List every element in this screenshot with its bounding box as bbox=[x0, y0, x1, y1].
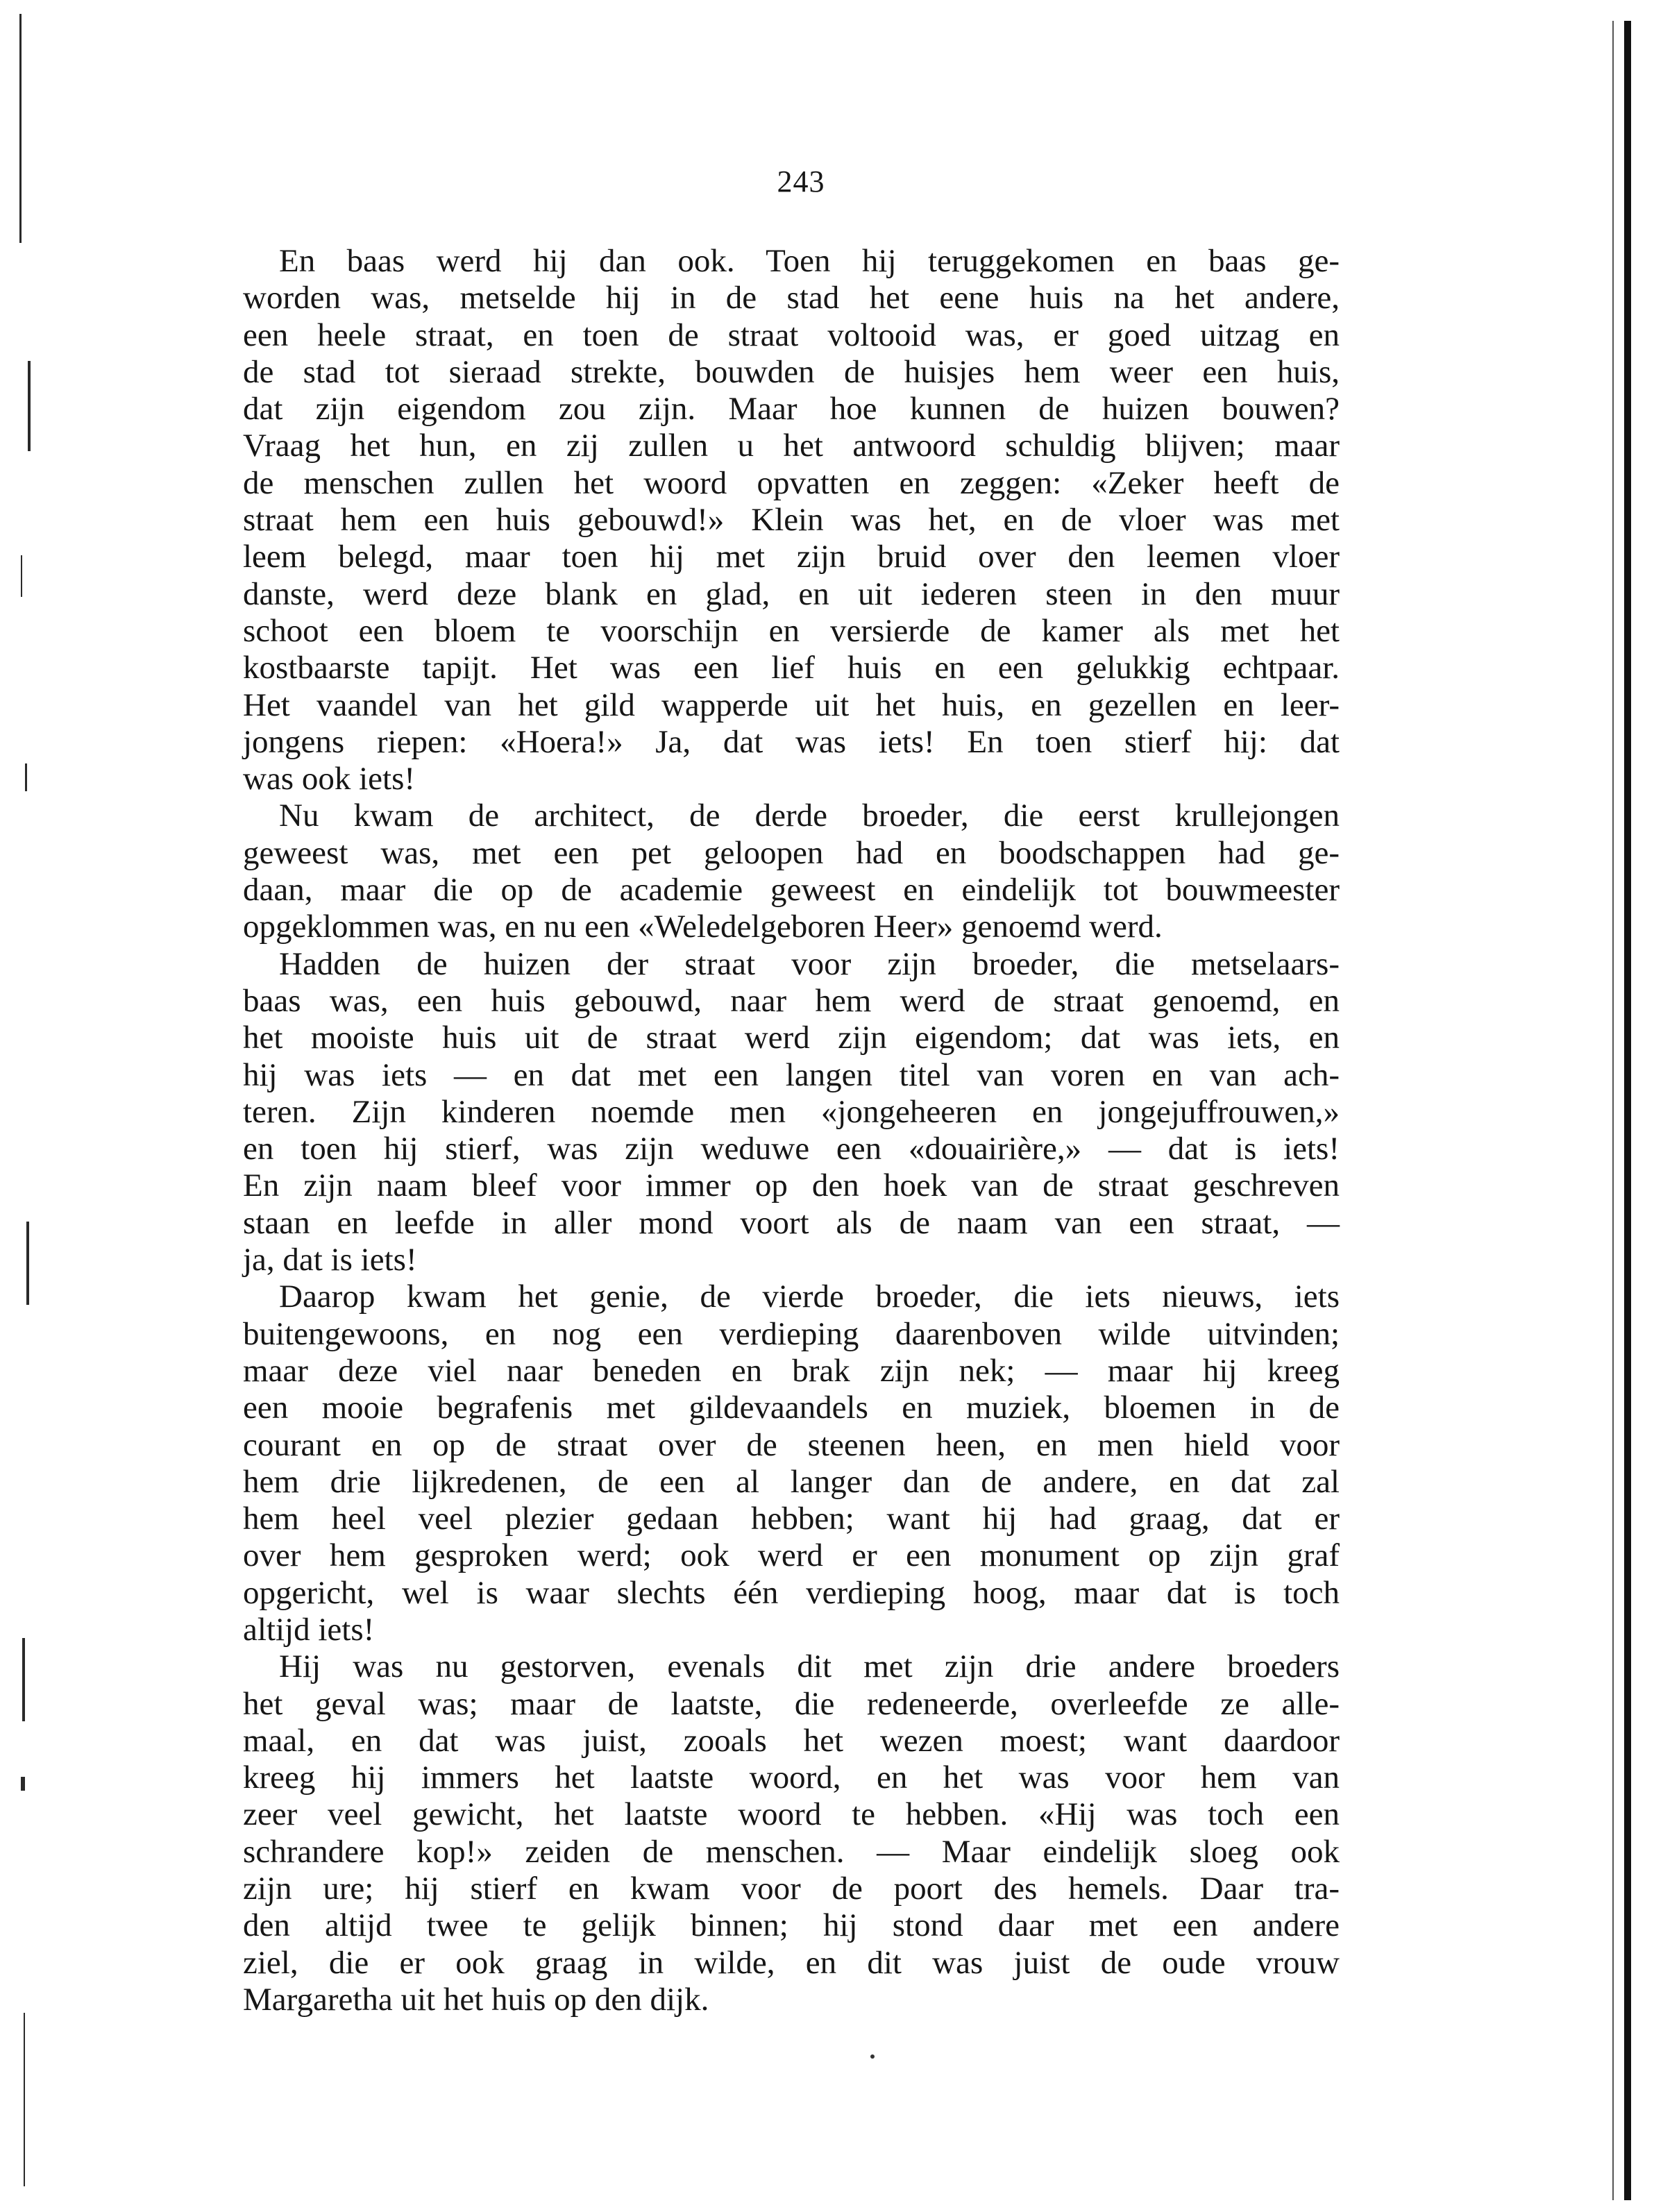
page-number: 243 bbox=[777, 164, 825, 199]
text-line: ja, dat is iets! bbox=[243, 1242, 417, 1278]
scan-edge-line bbox=[26, 1222, 29, 1305]
scan-edge-line bbox=[21, 555, 22, 597]
scan-edge-line bbox=[19, 14, 22, 243]
text-line: teren. Zijn kinderen noemde men «jongeheeren en jongejuffrouwen,» bbox=[243, 1093, 1340, 1130]
text-line: de menschen zullen het woord opvatten en zeggen: «Zeker heeft de bbox=[243, 464, 1340, 501]
text-line: ziel, die er ook graag in wilde, en dit was juist de oude vrouw bbox=[243, 1944, 1340, 1981]
text-line: kreeg hij immers het laatste woord, en het was voor hem van bbox=[243, 1759, 1340, 1796]
scan-right-edge-thin bbox=[1612, 21, 1614, 2200]
scan-edge-line bbox=[21, 1777, 25, 1791]
paragraph bbox=[243, 1648, 1340, 2018]
paragraph bbox=[243, 1278, 1340, 1648]
text-line: Nu kwam de architect, de derde broeder, die eerst krullejongen bbox=[279, 797, 1340, 834]
scan-right-edge bbox=[1624, 21, 1631, 2200]
text-line: hij was iets — en dat met een langen titel van voren en van ach- bbox=[243, 1056, 1340, 1093]
text-line: den altijd twee te gelijk binnen; hij stond daar met een andere bbox=[243, 1907, 1340, 1944]
text-line: straat hem een huis gebouwd!» Klein was het, en de vloer was met bbox=[243, 502, 1340, 539]
scan-edge-line bbox=[25, 763, 27, 791]
text-line: Vraag het hun, en zij zullen u het antwoord schuldig blijven; maar bbox=[243, 428, 1340, 464]
print-speck bbox=[870, 2054, 875, 2059]
text-line: maar deze viel naar beneden en brak zijn nek; — maar hij kreeg bbox=[243, 1352, 1340, 1389]
text-line: zijn ure; hij stierf en kwam voor de poort des hemels. Daar tra- bbox=[243, 1871, 1340, 1907]
text-line: En baas werd hij dan ook. Toen hij teruggekomen en baas ge- bbox=[279, 243, 1340, 279]
text-line: Het vaandel van het gild wapperde uit het huis, en gezellen en leer- bbox=[243, 686, 1340, 723]
text-line: Hadden de huizen der straat voor zijn broeder, die metselaars- bbox=[279, 945, 1340, 982]
text-line: courant en op de straat over de steenen heen, en men hield voor bbox=[243, 1426, 1340, 1463]
text-line: worden was, metselde hij in de stad het eene huis na het andere, bbox=[243, 280, 1340, 316]
text-line: kostbaarste tapijt. Het was een lief huis en een gelukkig echtpaar. bbox=[243, 650, 1340, 686]
text-line: het geval was; maar de laatste, die redeneerde, overleefde ze alle- bbox=[243, 1685, 1340, 1722]
text-line: Daarop kwam het genie, de vierde broeder, die iets nieuws, iets bbox=[279, 1278, 1340, 1315]
text-line: was ook iets! bbox=[243, 761, 416, 797]
scan-left-edge bbox=[0, 0, 49, 2212]
text-line: en toen hij stierf, was zijn weduwe een «douairière,» — dat is iets! bbox=[243, 1131, 1340, 1167]
text-line: leem belegd, maar toen hij met zijn bruid over den leemen vloer bbox=[243, 539, 1340, 575]
text-line: opgeklommen was, en nu een «Weledelgeboren Heer» genoemd werd. bbox=[243, 909, 1163, 945]
text-line: hem drie lijkredenen, de een al langer dan de andere, en dat zal bbox=[243, 1463, 1340, 1500]
text-line: schoot een bloem te voorschijn en versierde de kamer als met het bbox=[243, 612, 1340, 649]
text-line: de stad tot sieraad strekte, bouwden de huisjes hem weer een huis, bbox=[243, 353, 1340, 390]
scan-edge-line bbox=[22, 1638, 25, 1721]
text-line: geweest was, met een pet geloopen had en boodschappen had ge- bbox=[243, 834, 1340, 871]
text-line: daan, maar die op de academie geweest en eindelijk tot bouwmeester bbox=[243, 872, 1340, 909]
text-line: altijd iets! bbox=[243, 1611, 375, 1648]
text-line: En zijn naam bleef voor immer op den hoek van de straat geschreven bbox=[243, 1167, 1340, 1204]
text-line: een mooie begrafenis met gildevaandels en muziek, bloemen in de bbox=[243, 1390, 1340, 1426]
text-line: Hij was nu gestorven, evenals dit met zijn drie andere broeders bbox=[279, 1648, 1340, 1685]
scan-edge-line bbox=[28, 361, 31, 451]
text-line: opgericht, wel is waar slechts één verdieping hoog, maar dat is toch bbox=[243, 1574, 1340, 1611]
text-line: maal, en dat was juist, zooals het wezen moest; want daardoor bbox=[243, 1722, 1340, 1759]
text-line: hem heel veel plezier gedaan hebben; want hij had graag, dat er bbox=[243, 1501, 1340, 1537]
text-line: dat zijn eigendom zou zijn. Maar hoe kunnen de huizen bouwen? bbox=[243, 391, 1340, 428]
text-line: een heele straat, en toen de straat voltooid was, er goed uitzag en bbox=[243, 316, 1340, 353]
paragraph bbox=[243, 797, 1340, 945]
body-text bbox=[243, 243, 1340, 2018]
text-line: Margaretha uit het huis op den dijk. bbox=[243, 1981, 709, 2018]
text-line: het mooiste huis uit de straat werd zijn eigendom; dat was iets, en bbox=[243, 1020, 1340, 1056]
paragraph bbox=[243, 946, 1340, 1279]
text-line: zeer veel gewicht, het laatste woord te hebben. «Hij was toch een bbox=[243, 1796, 1340, 1833]
text-line: jongens riepen: «Hoera!» Ja, dat was iets! En toen stierf hij: dat bbox=[243, 723, 1340, 760]
text-line: staan en leefde in aller mond voort als de naam van een straat, — bbox=[243, 1204, 1340, 1241]
text-line: buitengewoons, en nog een verdieping daarenboven wilde uitvinden; bbox=[243, 1315, 1340, 1352]
text-line: baas was, een huis gebouwd, naar hem werd de straat genoemd, en bbox=[243, 982, 1340, 1019]
text-line: danste, werd deze blank en glad, en uit iederen steen in den muur bbox=[243, 575, 1340, 612]
paragraph bbox=[243, 243, 1340, 797]
scan-edge-line bbox=[24, 2013, 25, 2186]
text-line: over hem gesproken werd; ook werd er een monument op zijn graf bbox=[243, 1537, 1340, 1574]
text-line: schrandere kop!» zeiden de menschen. — Maar eindelijk sloeg ook bbox=[243, 1833, 1340, 1870]
